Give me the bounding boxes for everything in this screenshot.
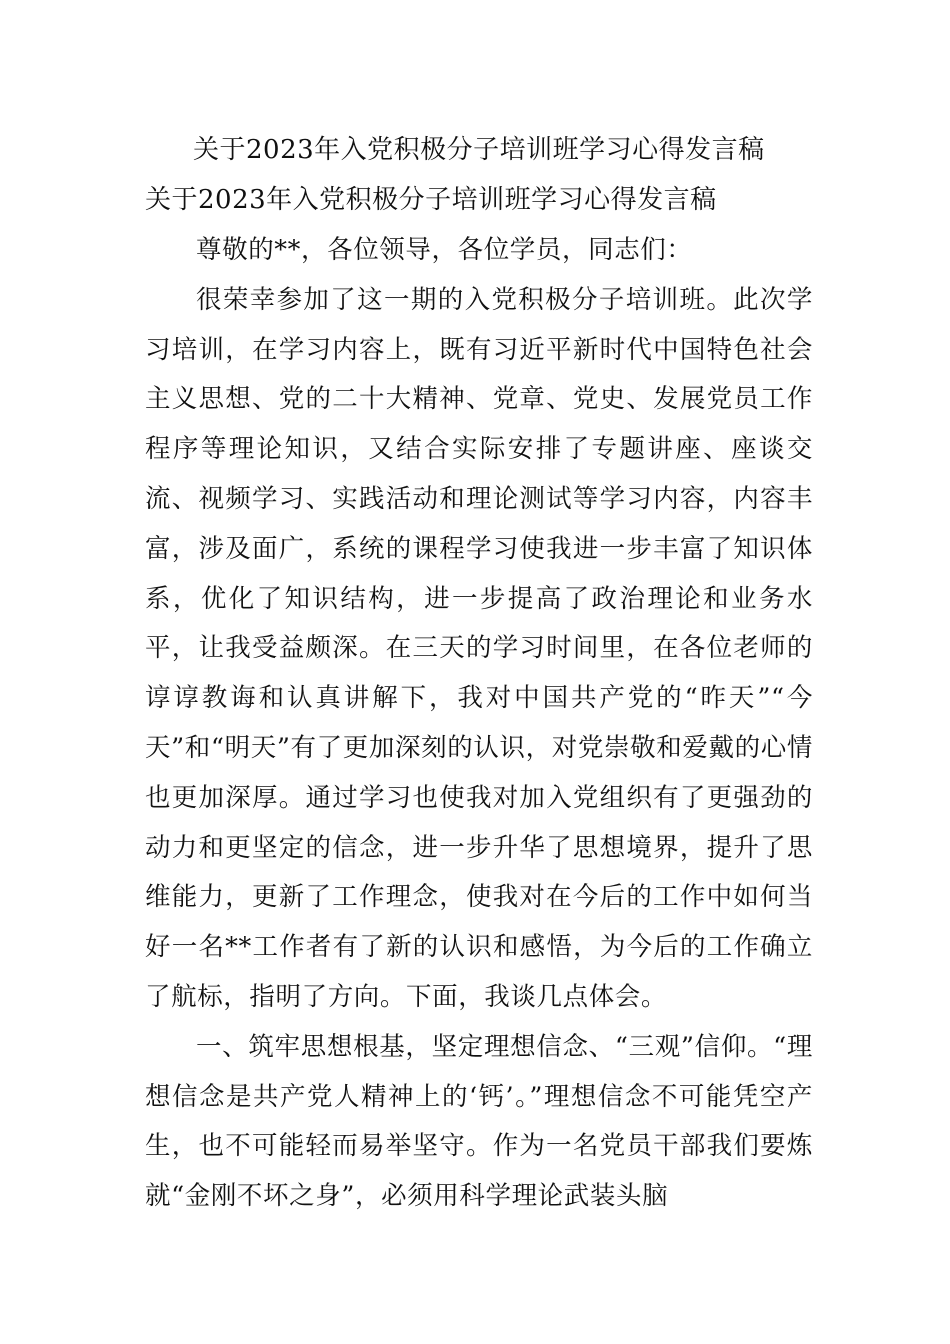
document-title-repeat: 关于2023年入党积极分子培训班学习心得发言稿 [145,185,717,215]
body-paragraph: 一、筑牢思想根基，坚定理想信念、“三观”信仰。“理想信念是共产党人精神上的‘钙’。”理想信念不可能凭空产生，也不可能轻而易举坚守。作为一名党员干部我们要炼就“金刚不坏之身”，必须用科学理论武装头脑 [145,1031,813,1212]
document-body [145,226,813,1222]
body-paragraph: 很荣幸参加了这一期的入党积极分子培训班。此次学习培训，在学习内容上，既有习近平新时代中国特色社会主义思想、党的二十大精神、党章、党史、发展党员工作程序等理论知识，又结合实际安排了专题讲座、座谈交流、视频学习、实践活动和理论测试等学习内容，内容丰富，涉及面广，系统的课程学习使我进一步丰富了知识体系，优化了知识结构，进一步提高了政治理论和业务水平，让我受益颇深。在三天的学习时间里，在各位老师的谆谆教诲和认真讲解下，我对中国共产党的“昨天”“今天”和“明天”有了更加深刻的认识，对党崇敬和爱戴的心情也更加深厚。通过学习也使我对加入党组织有了更强劲的动力和更坚定的信念，进一步升华了思想境界，提升了思维能力，更新了工作理念，使我对在今后的工作中如何当好一名**工作者有了新的认识和感悟，为今后的工作确立了航标，指明了方向。下面，我谈几点体会。 [145,284,813,1012]
salutation-paragraph: 尊敬的**，各位领导，各位学员，同志们： [196,235,693,265]
document-title: 关于2023年入党积极分子培训班学习心得发言稿 [193,135,765,165]
